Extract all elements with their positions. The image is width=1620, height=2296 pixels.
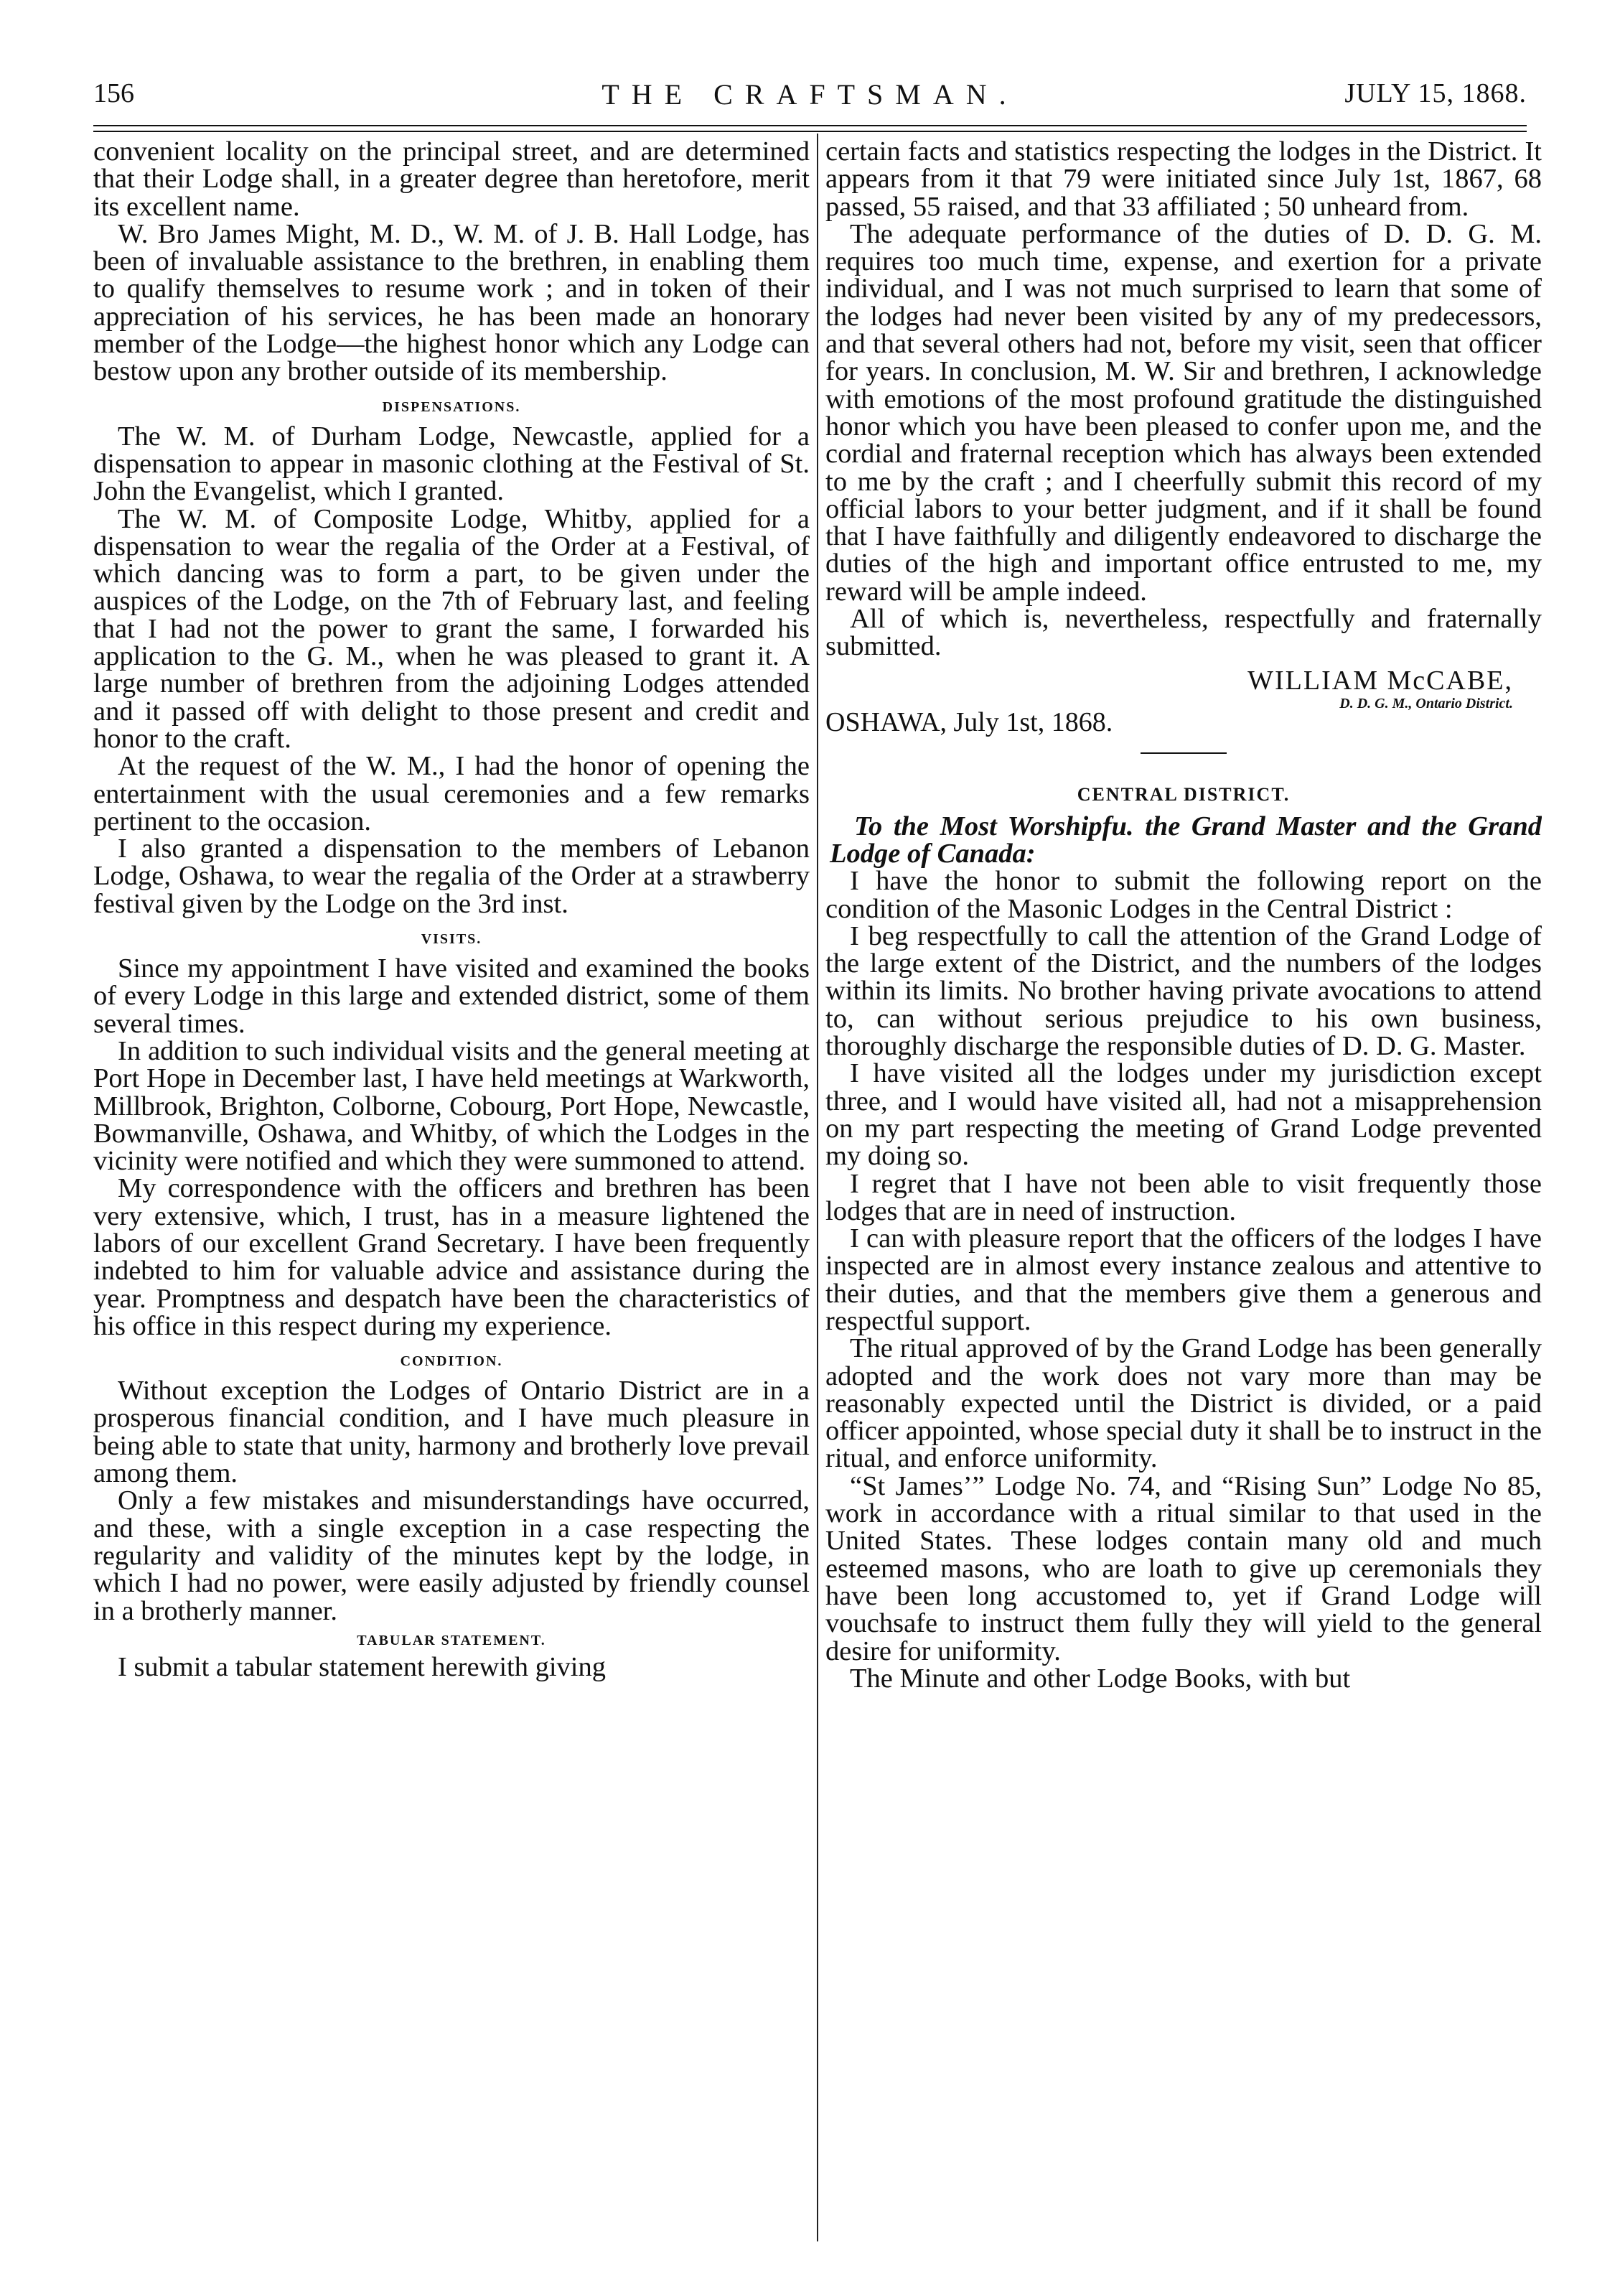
right-column [825,138,1542,2241]
paragraph: I have the honor to submit the following report on the condition of the Masonic Lodges in the Central District : [825,866,1542,924]
paragraph: Since my appointment I have visited and examined the books of every Lodge in this large and extended district, some of them several times. [93,953,810,1039]
paragraph: I can with pleasure report that the officers of the lodges I have inspected are in almost every instance zealous and attentive to their duties, and that the members give them a generous and respectful support. [825,1223,1542,1336]
paragraph: Without exception the Lodges of Ontario District are in a prosperous financial condition, and I have much pleasure in being able to state that unity, harmony and brotherly love prevail among them. [93,1376,810,1489]
salutation: To the Most Worshipfu. the Grand Master and the Grand Lodge of Canada: [830,811,1542,869]
paragraph: All of which is, nevertheless, respectfully and fraternally submitted. [825,604,1542,662]
paragraph: I have visited all the lodges under my jurisdiction except three, and I would have visited all, had not a misapprehension on my part respecting the meeting of Grand Lodge prevented my doing so. [825,1058,1542,1172]
page-number: 156 [93,78,134,108]
section-heading-central-district: CENTRAL DISTRICT. [1077,783,1291,805]
section-heading-condition: CONDITION. [400,1353,503,1370]
column-divider [817,134,818,2241]
place-and-date: OSHAWA, July 1st, 1868. [825,706,1113,737]
paragraph: certain facts and statistics respecting the lodges in the District. It appears from it that 79 were initiated since July 1st, 1867, 68 passed, 55 raised, and that 33 affiliated ; 50 unheard from. [825,138,1542,222]
paragraph: In addition to such individual visits and the general meeting at Port Hope in December last, I have held meetings at Warkworth, Millbrook, Brighton, Colborne, Cobourg, Port Hope, Newcastle, Bowmanville, Oshawa, and Whitby, of which the Lodges in the vicinity were notified and which they were summoned to attend. [93,1035,810,1177]
paragraph: I beg respectfully to call the attention of the Grand Lodge of the large extent of the District, and the numbers of the lodges within its limits. No brother having private avocations to attend to, can without serious prejudice to his own business, thoroughly discharge the responsible duties of D. D. G. Master. [825,920,1542,1062]
paragraph: The ritual approved of by the Grand Lodge has been generally adopted and the work does not vary more than may be reasonably expected until the District is divided, or a paid officer appointed, whose special duty it shall be to instruct in the ritual, and enforce uniformity. [825,1333,1542,1474]
section-heading-visits: VISITS. [421,931,482,948]
paragraph: “St James’” Lodge No. 74, and “Rising Sun” Lodge No 85, work in accordance with a ritual similar to that used in the United States. These lodges contain many old and much esteemed masons, who are loath to give up ceremonials they have been long accustomed to, yet if Grand Lodge will vouchsafe to instruct them fully they will yield to the general desire for uniformity. [825,1470,1542,1666]
paragraph: I submit a tabular statement herewith giving [118,1651,606,1682]
section-rule [1141,752,1227,754]
section-heading-dispensations: DISPENSATIONS. [382,398,521,415]
issue-date: JULY 15, 1868. [1344,78,1527,108]
paragraph: I also granted a dispensation to the members of Lebanon Lodge, Oshawa, to wear the regalia of the Order at a strawberry festival given by the Lodge on the 3rd inst. [93,834,810,919]
section-heading-tabular-statement: TABULAR STATEMENT. [357,1632,546,1648]
paragraph: The adequate performance of the duties of D. D. G. M. requires too much time, expense, and exertion for a private individual, and I was not much surprised to learn that some of the lodges had never been visited by any of my predecessors, and that several others had not, before my visit, seen that officer for years. In conclusion, M. W. Sir and brethren, I acknowledge with emotions of the most profound gratitude the distinguished honor which you have been pleased to confer upon me, and the cordial and fraternal reception which has always been extended to me by the craft ; and I cheerfully submit this record of my official labors to your better judgment, and if it shall be found that I have faithfully and diligently endeavored to discharge the duties of the high and important office entrusted to me, my reward will be ample indeed. [825,218,1542,607]
signature-name: WILLIAM McCABE, [1247,665,1513,696]
paragraph: The Minute and other Lodge Books, with but [850,1663,1351,1694]
paragraph: The W. M. of Composite Lodge, Whitby, applied for a dispensation to wear the regalia of the Order at a Festival, of which dancing was to form a part, to be given under the auspices of the Lodge, on the 7th of February last, and feeling that I had not the power to grant the same, I forwarded his application to the G. M., when he was pleased to grant it. A large number of brethren from the adjoining Lodges attended and it passed off with delight to those present and credit and honor to the craft. [93,503,810,754]
paragraph: My correspondence with the officers and brethren has been very extensive, which, I trust, has in a measure lightened the labors of our excellent Grand Secretary. I have been frequently indebted to him for valuable advice and assistance during the year. Promptness and despatch have been the characteristics of his office in this respect during my experience. [93,1173,810,1341]
paragraph: Only a few mistakes and misunderstandings have occurred, and these, with a single exception in a case respecting the regularity and validity of the minutes kept by the lodge, in which I had no power, were easily adjusted by friendly counsel in a brotherly manner. [93,1485,810,1626]
left-column [93,138,810,2241]
paragraph: convenient locality on the principal street, and are determined that their Lodge shall, in a greater degree than heretofore, merit its excellent name. [93,138,810,222]
signature-title: D. D. G. M., Ontario District. [1339,695,1513,711]
header-rule [93,125,1527,132]
page-header [93,78,1527,121]
paragraph: I regret that I have not been able to visit frequently those lodges that are in need of instruction. [825,1168,1542,1226]
paragraph: The W. M. of Durham Lodge, Newcastle, applied for a dispensation to appear in masonic clothing at the Festival of St. John the Evangelist, which I granted. [93,421,810,507]
paragraph: At the request of the W. M., I had the honor of opening the entertainment with the usual ceremonies and a few remarks pertinent to the occasion. [93,751,810,836]
paragraph: W. Bro James Might, M. D., W. M. of J. B. Hall Lodge, has been of invaluable assistance to the brethren, in enabling them to qualify themselves to resume work ; and in token of their appreciation of his services, he has been made an honorary member of the Lodge—the highest honor which any Lodge can bestow upon any brother outside of its membership. [93,218,810,387]
publication-title: THE CRAFTSMAN. [601,78,1019,111]
